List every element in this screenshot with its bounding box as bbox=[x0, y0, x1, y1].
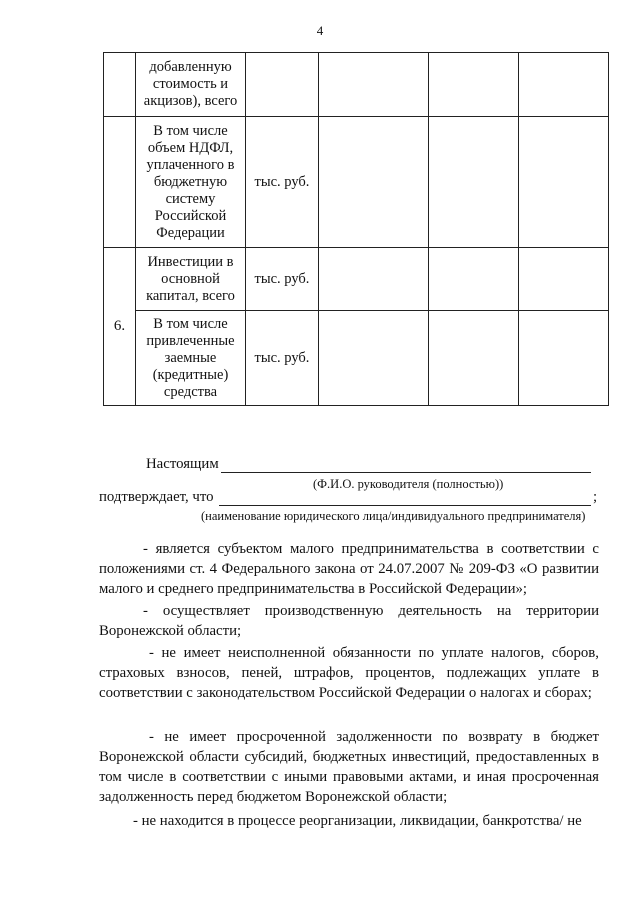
entity-caption: (наименование юридического лица/индивидуального предпринимателя) bbox=[201, 509, 586, 523]
indicator-cell bbox=[136, 248, 246, 311]
value-cell bbox=[519, 53, 609, 117]
row-number-cell: 6. bbox=[104, 248, 136, 406]
indicator-line: уплаченного в bbox=[146, 156, 235, 173]
value-cell bbox=[319, 53, 429, 117]
row-number-cell bbox=[104, 117, 136, 248]
indicator-line: средства bbox=[163, 383, 218, 400]
indicator-line: основной bbox=[161, 270, 220, 287]
indicator-line: стоимость и bbox=[152, 76, 229, 92]
value-cell bbox=[519, 248, 609, 311]
entity-name-field[interactable] bbox=[219, 505, 591, 506]
indicator-line: Федерации bbox=[156, 224, 225, 241]
indicators-table bbox=[103, 52, 609, 406]
indicator-line: заемные bbox=[164, 349, 217, 366]
row-number-cell bbox=[104, 53, 136, 117]
statement-paragraph: - не имеет просроченной задолженности по возврату в бюджет Воронежской области субсидий, бюджетных инвестиций, предоставленных в том числе в соответствии с иными правовыми актами, и иная просроченная задолженность перед бюджетом Воронежской области; bbox=[99, 729, 599, 805]
indicator-line: В том числе bbox=[153, 122, 228, 139]
indicator-line: Инвестиции в bbox=[147, 253, 234, 270]
director-name-field[interactable] bbox=[221, 472, 591, 473]
confirms-label: подтверждает, что bbox=[99, 489, 214, 505]
semicolon: ; bbox=[593, 489, 598, 505]
indicator-line: систему bbox=[165, 190, 216, 207]
indicator-cell bbox=[136, 53, 246, 117]
unit-cell bbox=[246, 53, 319, 117]
indicator-line: бюджетную bbox=[153, 173, 228, 190]
indicator-line: (кредитные) bbox=[152, 366, 229, 383]
indicator-cell bbox=[136, 311, 246, 406]
indicator-line: капитал, всего bbox=[146, 287, 235, 304]
indicator-line: привлеченные bbox=[146, 332, 235, 349]
statement-paragraph: - является субъектом малого предпринимательства в соответствии с положениями ст. 4 Федерального закона от 24.07.2007 № 209-ФЗ «О развитии малого и среднего предпринимательства в Российской Федерации»; bbox=[99, 541, 599, 597]
table-row bbox=[104, 53, 609, 117]
indicator-line: добавленную bbox=[149, 59, 232, 75]
indicator-line: объем НДФЛ, bbox=[147, 139, 234, 156]
indicator-line: Российской bbox=[154, 207, 227, 224]
indicator-line: акцизов), всего bbox=[143, 93, 238, 109]
value-cell bbox=[319, 248, 429, 311]
table-row bbox=[104, 311, 609, 406]
page-number: 4 bbox=[316, 23, 324, 38]
value-cell bbox=[519, 311, 609, 406]
value-cell bbox=[429, 311, 519, 406]
value-cell bbox=[519, 117, 609, 248]
value-cell bbox=[319, 117, 429, 248]
indicator-cell bbox=[136, 117, 246, 248]
value-cell bbox=[319, 311, 429, 406]
table-row bbox=[104, 117, 609, 248]
statement-paragraph: - не находится в процессе реорганизации, ликвидации, банкротства/ не bbox=[133, 813, 582, 829]
director-caption: (Ф.И.О. руководителя (полностью)) bbox=[313, 477, 504, 491]
unit-cell: тыс. руб. bbox=[246, 248, 319, 311]
unit-cell: тыс. руб. bbox=[246, 117, 319, 248]
unit-cell: тыс. руб. bbox=[246, 311, 319, 406]
indicator-line: В том числе bbox=[153, 315, 228, 332]
table-row bbox=[104, 248, 609, 311]
director-label: Настоящим bbox=[146, 456, 219, 472]
value-cell bbox=[429, 53, 519, 117]
statement-paragraph: - не имеет неисполненной обязанности по уплате налогов, сборов, страховых взносов, пеней, штрафов, процентов, подлежащих уплате в соответствии с законодательством Российской Федерации о налогах и сборах; bbox=[99, 645, 599, 701]
value-cell bbox=[429, 117, 519, 248]
statement-paragraph: - осуществляет производственную деятельность на территории Воронежской области; bbox=[99, 603, 599, 639]
value-cell bbox=[429, 248, 519, 311]
